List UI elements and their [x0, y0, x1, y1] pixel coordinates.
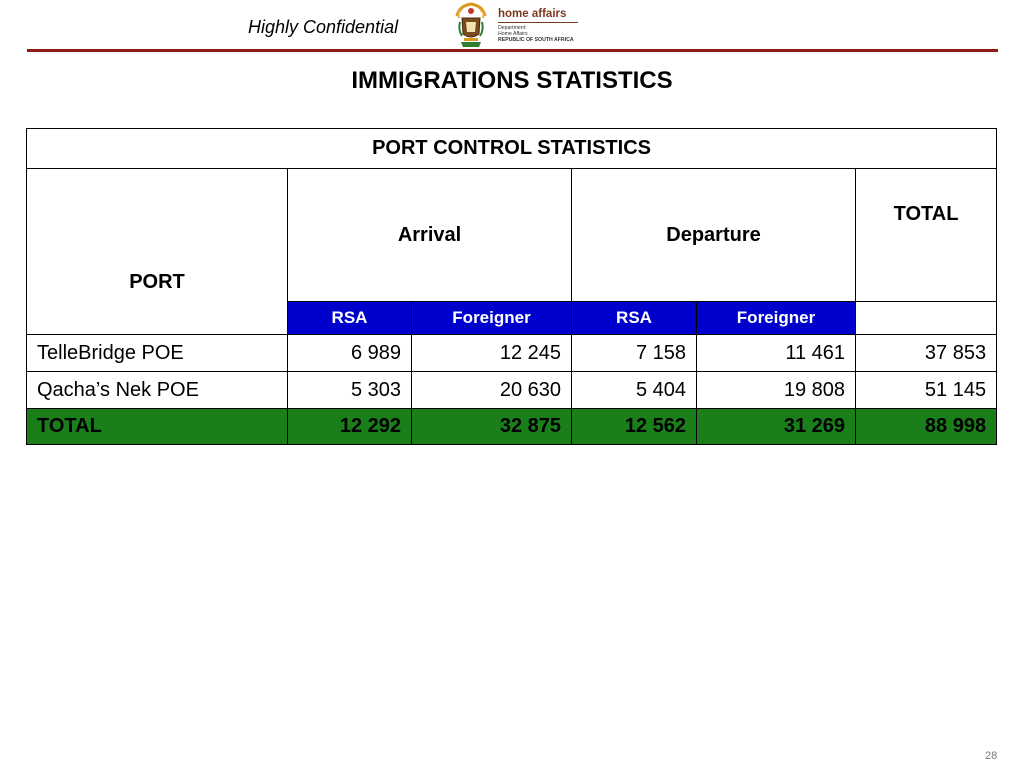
- page-title: IMMIGRATIONS STATISTICS: [351, 67, 673, 94]
- port-header: PORT: [27, 169, 288, 335]
- total-header: TOTAL: [856, 169, 997, 302]
- table-caption: PORT CONTROL STATISTICS: [27, 129, 997, 169]
- arrival-foreigner-value: 12 245: [412, 335, 572, 372]
- arrival-rsa-value: 6 989: [288, 335, 412, 372]
- arrival-foreigner-value: 20 630: [412, 372, 572, 409]
- home-affairs-logo: [453, 2, 583, 50]
- departure-foreigner-value: 11 461: [697, 335, 856, 372]
- departure-header: Departure: [572, 169, 856, 302]
- total-arrival-rsa: 12 292: [288, 409, 412, 445]
- table-row: [27, 335, 997, 372]
- group-header-row: [27, 169, 997, 302]
- table-caption-row: [27, 129, 997, 169]
- confidential-label: Highly Confidential: [248, 17, 399, 37]
- logo-line-1: Department:: [498, 25, 527, 31]
- total-subheader-empty: [856, 302, 997, 335]
- row-total-value: 37 853: [856, 335, 997, 372]
- total-arrival-foreigner: 32 875: [412, 409, 572, 445]
- arrival-header: Arrival: [288, 169, 572, 302]
- port-control-table: [26, 128, 997, 445]
- header-rule: [27, 49, 998, 52]
- port-name: TelleBridge POE: [27, 335, 288, 372]
- logo-line-2: Home Affairs: [498, 31, 528, 37]
- coat-of-arms-icon: [453, 2, 489, 50]
- arrival-rsa-header: RSA: [288, 302, 412, 335]
- departure-rsa-value: 7 158: [572, 335, 697, 372]
- arrival-foreigner-header: Foreigner: [412, 302, 572, 335]
- arrival-rsa-value: 5 303: [288, 372, 412, 409]
- row-total-value: 51 145: [856, 372, 997, 409]
- grand-total: 88 998: [856, 409, 997, 445]
- totals-row: [27, 409, 997, 445]
- totals-label: TOTAL: [27, 409, 288, 445]
- departure-foreigner-header: Foreigner: [697, 302, 856, 335]
- logo-name: home affairs: [498, 8, 567, 20]
- departure-rsa-header: RSA: [572, 302, 697, 335]
- departure-rsa-value: 5 404: [572, 372, 697, 409]
- total-departure-foreigner: 31 269: [697, 409, 856, 445]
- total-departure-rsa: 12 562: [572, 409, 697, 445]
- logo-divider: [498, 22, 578, 23]
- departure-foreigner-value: 19 808: [697, 372, 856, 409]
- table-row: [27, 372, 997, 409]
- page-number: 28: [985, 750, 998, 762]
- logo-line-3: REPUBLIC OF SOUTH AFRICA: [498, 37, 574, 43]
- port-name: Qacha’s Nek POE: [27, 372, 288, 409]
